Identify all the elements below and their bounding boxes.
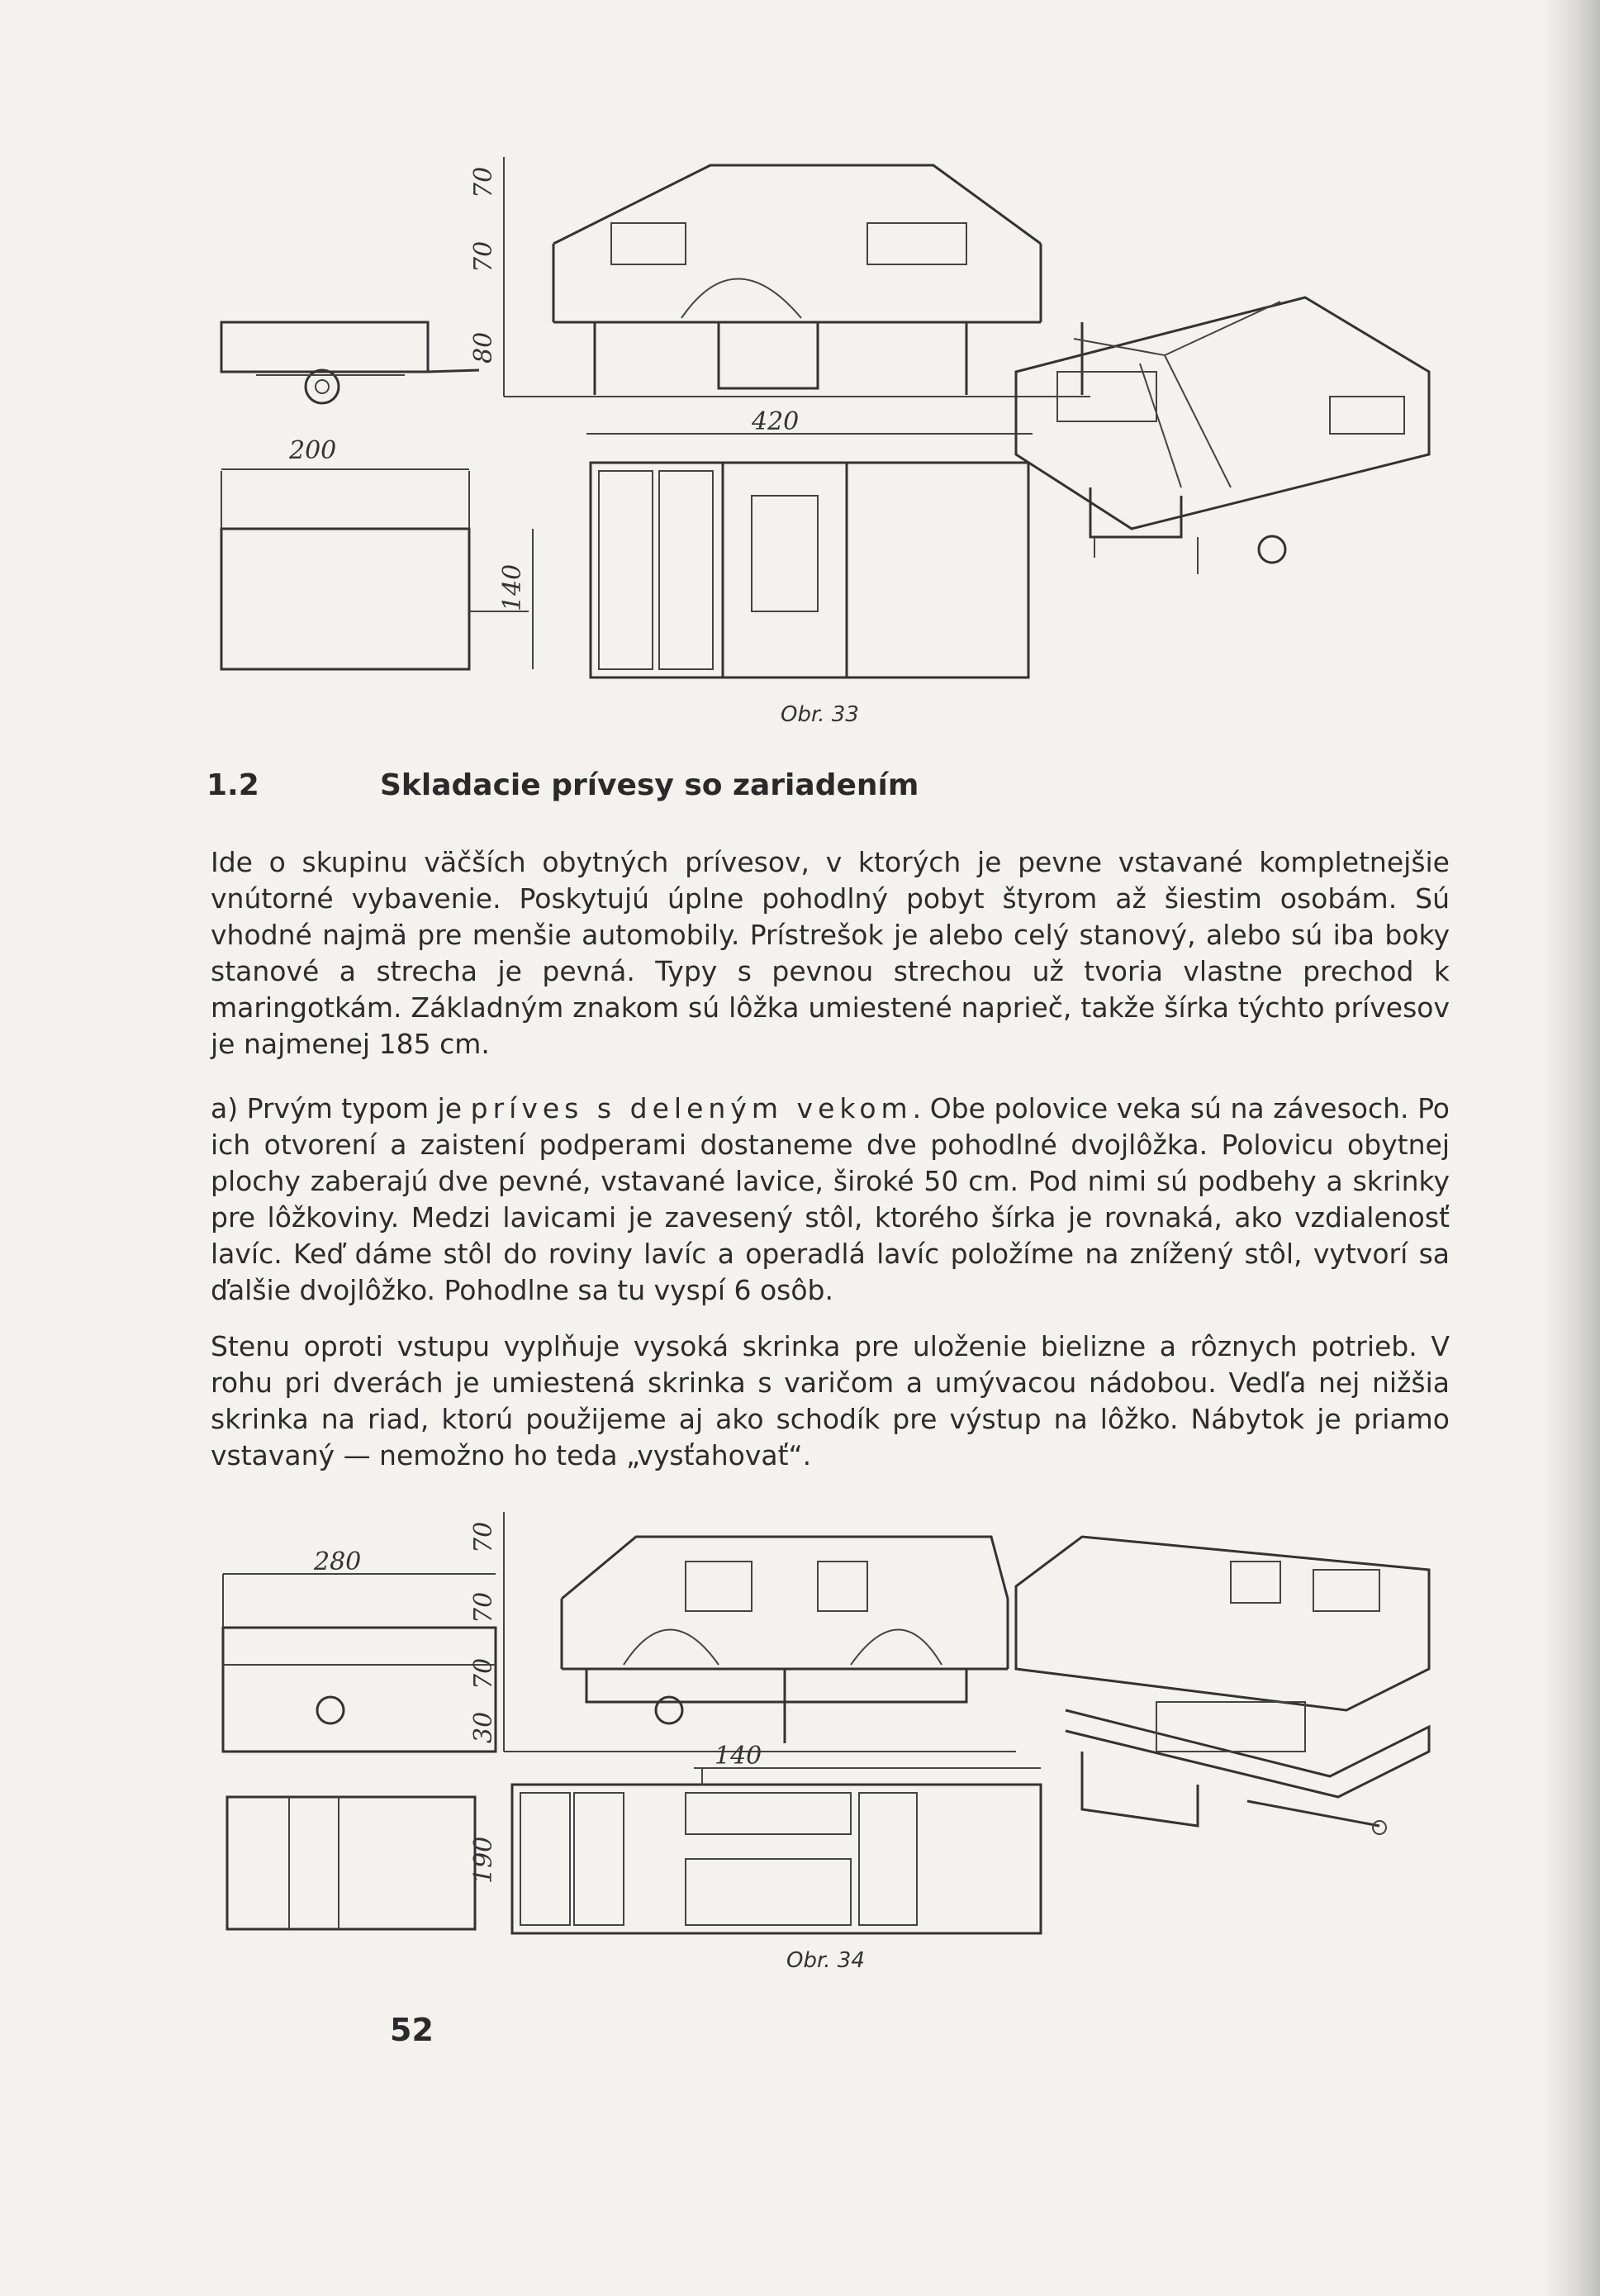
page-number: 52	[390, 2012, 434, 2048]
fig34-closed-plan-view	[227, 1797, 475, 1929]
figure-33	[207, 140, 1462, 702]
page-edge-shadow	[1542, 0, 1600, 2296]
fig34-dim-3: 70	[469, 1657, 498, 1690]
figure-34-caption: Obr. 34	[786, 1948, 865, 1973]
fig33-dim-length: 200	[289, 436, 337, 465]
fig34-perspective-view	[1016, 1537, 1429, 1834]
figure-33-caption: Obr. 33	[781, 702, 859, 727]
type-a-body: . Obe polovice veka sú na závesoch. Po ich otvorení a zaistení podperami dostaneme dve pohodlné dvojlôžka. Polovicu obytnej plochy zaberajú dve pevné, vstavané lavice, široké 50 cm. Pod nimi sú podbehy a skrinky pre lôžkoviny. Medzi lavicami je zavesený stôl, ktorého šírka je rovnaká, ako vzdialenosť lavíc. Keď dáme stôl do roviny lavíc a operadlá lavíc položíme na znížený stôl, vytvorí sa ďalšie dvojlôžko. Pohodlne sa tu vyspí 6 osôb.	[211, 1092, 1450, 1306]
fig33-dim-width: 420	[752, 407, 800, 436]
paragraph-type-a	[211, 1091, 1450, 1309]
fig33-open-side-view	[504, 157, 1090, 397]
fig33-dim-2: 70	[469, 240, 498, 273]
fig33-closed-side-view	[221, 322, 479, 403]
type-a-emphasis: príves s deleným vekom	[470, 1092, 913, 1124]
fig34-dim-1: 70	[469, 1521, 498, 1553]
fig34-open-plan-view	[512, 1768, 1041, 1933]
fig34-dim-2: 70	[469, 1591, 498, 1623]
fig34-dim-length: 280	[314, 1547, 362, 1576]
figure-34	[207, 1504, 1462, 1966]
section-number: 1.2	[207, 768, 259, 802]
section-heading	[207, 768, 1446, 802]
fig33-open-plan-view	[586, 434, 1033, 677]
paragraph-intro: Ide o skupinu väčších obytných prívesov, v ktorých je pevne vstavané kompletnejšie vnútorné vybavenie. Poskytujú úplne pohodlný pobyt štyrom až šiestim osobám. Sú vhodné najmä pre menšie automobily. Prístrešok je alebo celý stanový, alebo sú iba boky stanové a strecha je pevná. Typy s pevnou strechou už tvoria vlastne prechod k maringotkám. Základným znakom sú lôžka umiestené naprieč, takže šírka týchto prívesov je najmenej 185 cm.	[211, 846, 1450, 1060]
fig33-dim-1: 70	[469, 166, 498, 198]
fig34-dim-4: 30	[469, 1711, 498, 1743]
fig33-perspective-view	[1016, 297, 1429, 574]
fig34-dim-depth: 190	[469, 1836, 498, 1884]
section-title: Skladacie prívesy so zariadením	[380, 768, 919, 802]
paragraph-furniture: Stenu oproti vstupu vyplňuje vysoká skrinka pre uloženie bielizne a rôznych potrieb. V rohu pri dverách je umiestená skrinka s varičom a umývacou nádobou. Vedľa nej nižšia skrinka na riad, ktorú použijeme aj ako schodík pre výstup na lôžko. Nábytok je priamo vstavaný — nemožno ho teda „vysťahovať“.	[211, 1330, 1450, 1471]
fig34-closed-side-view	[223, 1574, 496, 1752]
fig33-dim-depth: 140	[498, 563, 527, 611]
fig33-dim-3: 80	[469, 331, 498, 364]
fig34-open-side-view	[504, 1512, 1016, 1752]
fig34-dim-width: 140	[715, 1742, 762, 1771]
type-a-lead: a) Prvým typom je	[211, 1092, 471, 1124]
fig33-closed-plan-view	[221, 469, 533, 669]
